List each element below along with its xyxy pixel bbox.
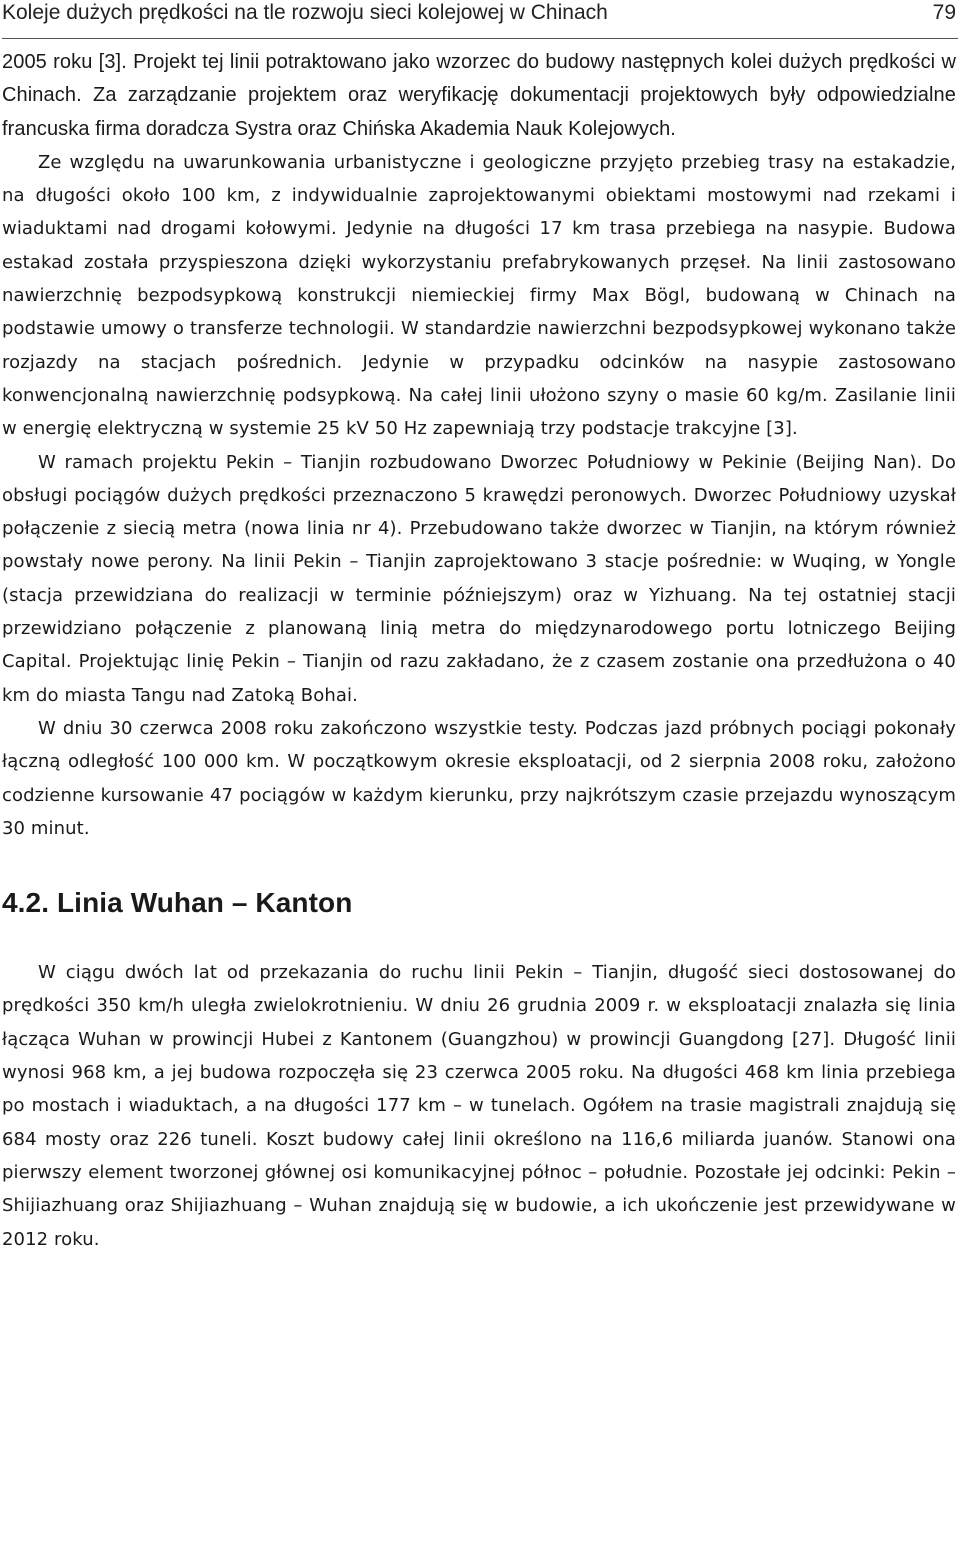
paragraph-estakada: Ze względu na uwarunkowania urbanistyczne i geologiczne przyjęto przebieg trasy na estakadzie, na długości około 100 km, z indywidualnie zaprojektowanymi obiektami mostowymi nad rzekami i wiaduktami nad drogami kołowymi. Jedynie na długości 17 km trasa przebiega na nasypie. Budowa estakad została przyspieszona dzięki wykorzystaniu prefabrykowanych przęseł. Na linii zastosowano nawierzchnię bezpodsypkową konstrukcji niemieckiej firmy Max Bögl, budowaną w Chinach na podstawie umowy o transferze technologii. W standardzie nawierzchni bezpodsypkowej wykonano także rozjazdy na stacjach pośrednich. Jedynie w przypadku odcinków na nasypie zastosowano konwencjonalną nawierzchnię podsypkową. Na całej linii ułożono szyny o masie 60 kg/m. Zasilanie linii w energię elektryczną w systemie 25 kV 50 Hz zapewniają trzy podstacje trakcyjne [3]. <box>2 151 956 440</box>
page-body <box>2 46 956 1256</box>
section-heading: 4.2. Linia Wuhan – Kanton <box>2 887 353 919</box>
running-header <box>2 0 958 39</box>
page-number: 79 <box>932 1 956 24</box>
paragraph-continuation: 2005 roku [3]. Projekt tej linii potraktowano jako wzorzec do budowy następnych kolei dużych prędkości w Chinach. Za zarządzanie projektem oraz weryfikację dokumentacji projektowych były odpowiedzialne francuska firma doradcza Systra oraz Chińska Akademia Nauk Kolejowych. <box>2 51 956 140</box>
paragraph-wuhan: W ciągu dwóch lat od przekazania do ruchu linii Pekin – Tianjin, długość sieci dostosowanej do prędkości 350 km/h uległa zwielokrotnieniu. W dniu 26 grudnia 2009 r. w eksploatacji znalazła się linia łącząca Wuhan w prowincji Hubei z Kantonem (Guangzhou) w prowincji Guangdong [27]. Długość linii wynosi 968 km, a jej budowa rozpoczęła się 23 czerwca 2005 roku. Na długości 468 km linia przebiega po mostach i wiaduktach, a na długości 177 km – w tunelach. Ogółem na trasie magistrali znajdują się 684 mosty oraz 226 tuneli. Koszt budowy całej linii określono na 116,6 miliarda juanów. Stanowi ona pierwszy element tworzonej głównej osi komunikacyjnej północ – południe. Pozostałe jej odcinki: Pekin – Shijiazhuang oraz Shijiazhuang – Wuhan znajdują się w budowie, a ich ukończenie jest przewidywane w 2012 roku. <box>2 962 956 1250</box>
paragraph-dworzec: W ramach projektu Pekin – Tianjin rozbudowano Dworzec Południowy w Pekinie (Beijing Nan). Do obsługi pociągów dużych prędkości przeznaczono 5 krawędzi peronowych. Dworzec Południowy uzyskał połączenie z siecią metra (nowa linia nr 4). Przebudowano także dworzec w Tianjin, na którym również powstały nowe perony. Na linii Pekin – Tianjin zaprojektowano 3 stacje pośrednie: w Wuqing, w Yongle (stacja przewidziana do realizacji w terminie późniejszym) oraz w Yizhuang. Na tej ostatniej stacji przewidziano połączenie z planowaną linią metra do międzynarodowego portu lotniczego Beijing Capital. Projektując linię Pekin – Tianjin od razu zakładano, że z czasem zostanie ona przedłużona o 40 km do miasta Tangu nad Zatoką Bohai. <box>2 451 956 706</box>
running-title: Koleje dużych prędkości na tle rozwoju sieci kolejowej w Chinach <box>2 1 608 24</box>
paragraph-testy: W dniu 30 czerwca 2008 roku zakończono wszystkie testy. Podczas jazd próbnych pociągi pokonały łączną odległość 100 000 km. W początkowym okresie eksploatacji, od 2 sierpnia 2008 roku, założono codzienne kursowanie 47 pociągów w każdym kierunku, przy najkrótszym czasie przejazdu wynoszącym 30 minut. <box>2 717 956 839</box>
